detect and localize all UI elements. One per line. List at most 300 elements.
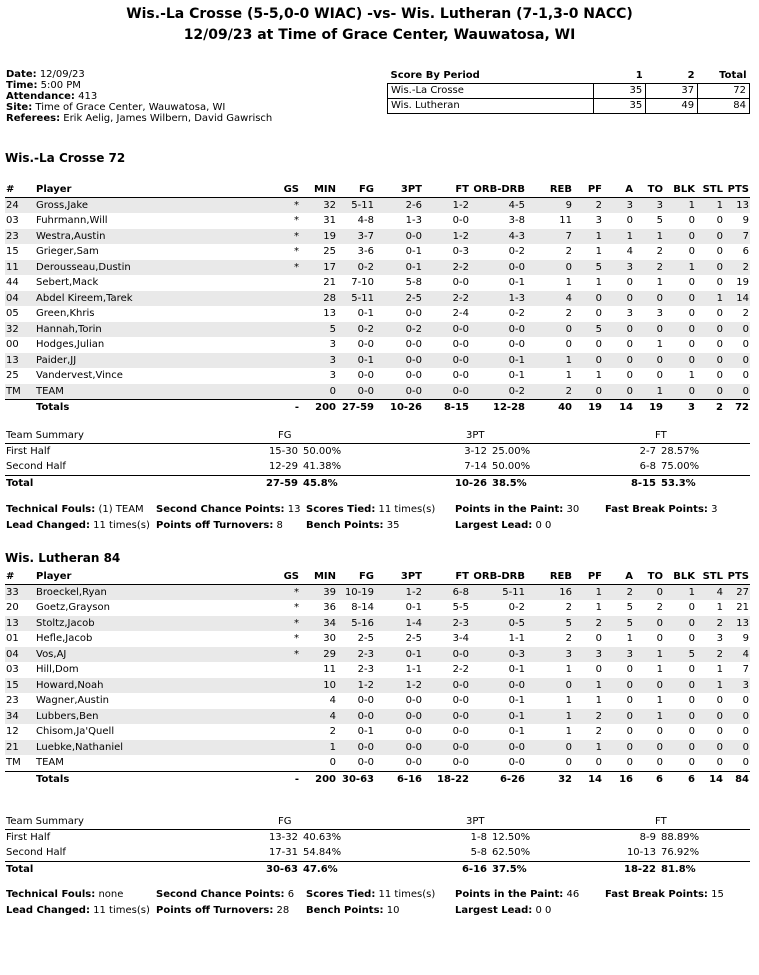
cell-rebounds-orb-drb: 0-5 xyxy=(508,617,525,629)
cell-turnovers: 3 xyxy=(656,308,663,319)
box-score-table xyxy=(5,569,750,786)
cell-number: 21 xyxy=(6,741,19,753)
cell-points: 7 xyxy=(742,230,749,242)
cell-fouls: 2 xyxy=(595,710,602,722)
cell-points: 2 xyxy=(742,308,749,319)
cell-turnovers: 3 xyxy=(656,199,663,211)
cell-blocks: 0 xyxy=(688,679,695,691)
cell-minutes: 25 xyxy=(323,246,336,257)
score-by-period-row xyxy=(388,98,750,113)
cell-rebounds: 1 xyxy=(565,695,572,706)
cell-three-pointers: 0-0 xyxy=(405,339,422,350)
score-team: Wis.-La Crosse xyxy=(388,83,594,98)
cell-fouls: 3 xyxy=(595,648,602,660)
cell-rebounds-orb-drb: 0-1 xyxy=(508,664,525,675)
totals-row xyxy=(5,399,750,415)
player-row xyxy=(5,693,750,709)
cell-steals: 0 xyxy=(716,385,723,397)
lead-changed xyxy=(6,520,150,531)
cell-rebounds: 0 xyxy=(565,323,572,335)
cell-three-pointers: 1-2 xyxy=(405,586,422,598)
total-blocks: 3 xyxy=(688,402,695,413)
cell-minutes: 11 xyxy=(323,664,336,675)
largest-lead xyxy=(455,905,551,916)
cell-free-throws: 0-0 xyxy=(452,385,469,397)
first-half-row xyxy=(5,830,750,846)
cell-turnovers: 0 xyxy=(656,726,663,737)
cell-turnovers: 2 xyxy=(656,246,663,257)
scores-tied-label: Scores Tied: xyxy=(306,889,376,900)
cell-games-started: * xyxy=(294,602,299,613)
three-pt-percentage: 37.5% xyxy=(492,863,527,875)
cell-free-throws: 0-0 xyxy=(452,339,469,350)
cell-points: 0 xyxy=(742,695,749,706)
cell-player-name: Hefle,Jacob xyxy=(36,633,93,644)
cell-rebounds: 0 xyxy=(565,261,572,273)
summary-row-label: Total xyxy=(6,477,34,489)
cell-points: 0 xyxy=(742,370,749,381)
fg-made-attempted: 13-32 xyxy=(268,831,298,843)
three-pt-header: 3PT xyxy=(466,816,485,827)
cell-blocks: 0 xyxy=(688,230,695,242)
total-player-name: Totals xyxy=(36,773,70,785)
cell-three-pointers: 0-0 xyxy=(405,370,422,381)
cell-blocks: 1 xyxy=(688,199,695,211)
cell-blocks: 0 xyxy=(688,246,695,257)
team-summary-label: Team Summary xyxy=(6,816,84,827)
cell-rebounds-orb-drb: 0-2 xyxy=(508,602,525,613)
cell-fouls: 0 xyxy=(595,664,602,675)
cell-minutes: 30 xyxy=(323,633,336,644)
ft-made-attempted: 6-8 xyxy=(639,461,656,472)
lead-changed-value: 11 times(s) xyxy=(93,904,150,916)
technical-fouls xyxy=(6,504,144,515)
period-total-header: Total xyxy=(698,68,750,83)
cell-number: 23 xyxy=(6,230,19,242)
fast-break-points-value: 3 xyxy=(711,504,718,515)
cell-player-name: Broeckel,Ryan xyxy=(36,586,107,598)
cell-points: 9 xyxy=(742,215,749,226)
cell-assists: 4 xyxy=(626,246,633,257)
cell-three-pointers: 0-0 xyxy=(405,726,422,737)
cell-rebounds-orb-drb: 0-0 xyxy=(508,261,525,273)
cell-free-throws: 0-0 xyxy=(452,726,469,737)
cell-steals: 1 xyxy=(716,292,723,304)
cell-fouls: 1 xyxy=(595,679,602,691)
cell-number: 03 xyxy=(6,664,19,675)
cell-steals: 1 xyxy=(716,602,723,613)
cell-field-goals: 2-3 xyxy=(357,648,374,660)
cell-blocks: 0 xyxy=(688,385,695,397)
cell-free-throws: 2-4 xyxy=(452,308,469,319)
cell-three-pointers: 0-1 xyxy=(405,602,422,613)
referees-line xyxy=(6,113,272,124)
player-row xyxy=(5,647,750,663)
cell-assists: 0 xyxy=(626,277,633,288)
summary-row-label: Total xyxy=(6,863,34,875)
cell-rebounds: 0 xyxy=(565,679,572,691)
col-header-rebounds: REB xyxy=(549,184,572,195)
cell-turnovers: 0 xyxy=(656,617,663,629)
col-header-three-pointers: 3PT xyxy=(400,184,422,195)
player-row xyxy=(5,213,750,229)
cell-three-pointers: 0-1 xyxy=(405,246,422,257)
cell-steals: 0 xyxy=(716,370,723,381)
second-chance-points-label: Second Chance Points: xyxy=(156,889,285,900)
cell-field-goals: 7-10 xyxy=(351,277,374,288)
cell-turnovers: 0 xyxy=(656,633,663,644)
points-in-paint xyxy=(455,504,579,515)
cell-three-pointers: 0-0 xyxy=(405,695,422,706)
cell-three-pointers: 0-0 xyxy=(405,385,422,397)
col-header-blocks: BLK xyxy=(673,571,695,582)
total-points: 84 xyxy=(735,773,749,785)
three-pt-percentage: 25.00% xyxy=(492,445,531,457)
cell-rebounds-orb-drb: 0-2 xyxy=(508,308,525,319)
total-free-throws: 8-15 xyxy=(443,402,469,413)
cell-games-started: * xyxy=(294,648,299,660)
lead-changed-label: Lead Changed: xyxy=(6,904,90,916)
total-turnovers: 19 xyxy=(649,402,663,413)
scores-tied xyxy=(306,504,435,515)
cell-steals: 0 xyxy=(716,215,723,226)
site-value: Time of Grace Center, Wauwatosa, WI xyxy=(35,102,226,113)
cell-fouls: 2 xyxy=(595,726,602,737)
cell-player-name: Gross,Jake xyxy=(36,199,89,211)
score-by-period-label: Score By Period xyxy=(388,68,594,83)
summary-row-label: Second Half xyxy=(6,461,66,472)
cell-assists: 0 xyxy=(626,215,633,226)
cell-number: 34 xyxy=(6,710,19,722)
cell-free-throws: 2-2 xyxy=(452,664,469,675)
cell-minutes: 4 xyxy=(329,695,336,706)
largest-lead-value: 0 0 xyxy=(535,519,552,531)
cell-games-started: * xyxy=(294,230,299,242)
cell-blocks: 0 xyxy=(688,726,695,737)
cell-number: 15 xyxy=(6,246,19,257)
score-p1: 35 xyxy=(594,98,646,113)
cell-turnovers: 0 xyxy=(656,679,663,691)
cell-rebounds: 2 xyxy=(565,602,572,613)
cell-assists: 0 xyxy=(626,339,633,350)
cell-rebounds-orb-drb: 0-0 xyxy=(508,323,525,335)
points-in-paint-value: 30 xyxy=(566,504,580,515)
second-chance-points-value: 13 xyxy=(287,504,301,515)
cell-number: 23 xyxy=(6,695,19,706)
ft-made-attempted: 2-7 xyxy=(639,445,656,457)
three-pt-percentage: 50.00% xyxy=(492,461,531,472)
second-half-row xyxy=(5,845,750,861)
team-heading: Wis.-La Crosse 72 xyxy=(5,151,126,165)
cell-rebounds-orb-drb: 0-1 xyxy=(508,726,525,737)
cell-player-name: Paider,JJ xyxy=(36,354,77,366)
cell-rebounds-orb-drb: 0-2 xyxy=(508,385,525,397)
cell-rebounds-orb-drb: 0-0 xyxy=(508,757,525,768)
score-by-period xyxy=(387,68,750,114)
total-fouls: 19 xyxy=(588,402,602,413)
total-player-name: Totals xyxy=(36,402,70,413)
ft-percentage: 76.92% xyxy=(661,847,700,858)
cell-points: 14 xyxy=(736,292,749,304)
cell-field-goals: 0-0 xyxy=(357,385,374,397)
cell-number: 11 xyxy=(6,261,19,273)
ft-percentage: 53.3% xyxy=(661,477,696,489)
cell-player-name: TEAM xyxy=(36,385,64,397)
cell-number: 32 xyxy=(6,323,19,335)
fast-break-points-label: Fast Break Points: xyxy=(605,889,708,900)
team-heading: Wis. Lutheran 84 xyxy=(5,551,121,565)
bench-points-label: Bench Points: xyxy=(306,904,384,916)
cell-steals: 0 xyxy=(716,261,723,273)
fg-percentage: 45.8% xyxy=(303,477,338,489)
points-in-paint-value: 46 xyxy=(566,889,580,900)
cell-minutes: 32 xyxy=(323,199,336,211)
three-pt-percentage: 12.50% xyxy=(492,831,531,843)
cell-fouls: 2 xyxy=(595,199,602,211)
ft-percentage: 88.89% xyxy=(661,831,700,843)
cell-player-name: Green,Khris xyxy=(36,308,95,319)
cell-free-throws: 0-0 xyxy=(452,370,469,381)
cell-rebounds: 9 xyxy=(565,199,572,211)
cell-blocks: 0 xyxy=(688,292,695,304)
summary-row-label: Second Half xyxy=(6,847,66,858)
cell-steals: 1 xyxy=(716,679,723,691)
total-blocks: 6 xyxy=(688,773,695,785)
cell-rebounds-orb-drb: 0-1 xyxy=(508,354,525,366)
cell-number: 01 xyxy=(6,633,19,644)
cell-games-started: * xyxy=(294,633,299,644)
col-header-points: PTS xyxy=(727,571,749,582)
cell-field-goals: 0-1 xyxy=(357,354,374,366)
site-line xyxy=(6,102,272,113)
score-p1: 35 xyxy=(594,83,646,98)
cell-field-goals: 5-11 xyxy=(351,292,374,304)
cell-points: 27 xyxy=(736,586,749,598)
cell-rebounds: 0 xyxy=(565,757,572,768)
cell-minutes: 4 xyxy=(329,710,336,722)
points-in-paint-label: Points in the Paint: xyxy=(455,889,564,900)
col-header-free-throws: FT xyxy=(455,571,469,582)
fast-break-points xyxy=(605,504,717,515)
period-2-header: 2 xyxy=(646,68,698,83)
cell-fouls: 5 xyxy=(595,261,602,273)
cell-steals: 0 xyxy=(716,246,723,257)
player-row xyxy=(5,322,750,338)
cell-fouls: 1 xyxy=(595,741,602,753)
cell-blocks: 0 xyxy=(688,757,695,768)
site-label: Site: xyxy=(6,102,33,113)
cell-assists: 0 xyxy=(626,370,633,381)
cell-minutes: 17 xyxy=(323,261,336,273)
team-summary xyxy=(5,814,750,876)
col-header-assists: A xyxy=(625,571,633,582)
box-score-header xyxy=(5,182,750,198)
cell-blocks: 0 xyxy=(688,602,695,613)
scores-tied-label: Scores Tied: xyxy=(306,504,376,515)
total-rebounds: 40 xyxy=(558,402,572,413)
cell-turnovers: 1 xyxy=(656,664,663,675)
cell-fouls: 3 xyxy=(595,215,602,226)
cell-minutes: 1 xyxy=(329,741,336,753)
cell-fouls: 2 xyxy=(595,617,602,629)
game-title: Wis.-La Crosse (5-5,0-0 WIAC) -vs- Wis. Lutheran (7-1,3-0 NACC) xyxy=(126,6,633,22)
total-minutes: 200 xyxy=(315,402,336,413)
largest-lead xyxy=(455,520,551,531)
cell-turnovers: 0 xyxy=(656,292,663,304)
cell-turnovers: 0 xyxy=(656,741,663,753)
fg-made-attempted: 15-30 xyxy=(268,445,298,457)
cell-three-pointers: 0-1 xyxy=(405,261,422,273)
player-row xyxy=(5,740,750,756)
col-header-number: # xyxy=(6,571,15,582)
cell-blocks: 1 xyxy=(688,261,695,273)
cell-steals: 0 xyxy=(716,339,723,350)
total-row xyxy=(5,861,750,877)
cell-field-goals: 10-19 xyxy=(344,586,374,598)
cell-games-started: * xyxy=(294,261,299,273)
cell-minutes: 13 xyxy=(323,308,336,319)
col-header-blocks: BLK xyxy=(673,184,695,195)
cell-assists: 3 xyxy=(626,308,633,319)
bench-points-value: 35 xyxy=(386,519,400,531)
player-row xyxy=(5,709,750,725)
cell-blocks: 1 xyxy=(688,370,695,381)
total-rebounds-orb-drb: 6-26 xyxy=(499,773,525,785)
cell-blocks: 0 xyxy=(688,633,695,644)
score-total: 84 xyxy=(698,98,750,113)
points-off-turnovers xyxy=(156,905,289,916)
cell-minutes: 21 xyxy=(323,277,336,288)
player-row xyxy=(5,275,750,291)
box-score-table xyxy=(5,182,750,415)
cell-points: 0 xyxy=(742,323,749,335)
ft-made-attempted: 10-13 xyxy=(626,847,656,858)
cell-free-throws: 5-5 xyxy=(452,602,469,613)
total-fouls: 14 xyxy=(588,773,602,785)
score-p2: 37 xyxy=(646,83,698,98)
cell-games-started: * xyxy=(294,199,299,211)
cell-three-pointers: 0-1 xyxy=(405,648,422,660)
cell-assists: 5 xyxy=(626,617,633,629)
referees-value: Erik Aelig, James Wilbern, David Gawrisch xyxy=(63,113,273,124)
points-off-turnovers-value: 8 xyxy=(276,519,283,531)
total-field-goals: 30-63 xyxy=(342,773,374,785)
team-summary xyxy=(5,428,750,490)
cell-fouls: 0 xyxy=(595,633,602,644)
cell-field-goals: 0-0 xyxy=(357,741,374,753)
cell-turnovers: 0 xyxy=(656,323,663,335)
three-pt-made-attempted: 5-8 xyxy=(470,847,487,858)
cell-fouls: 0 xyxy=(595,385,602,397)
second-chance-points-value: 6 xyxy=(287,889,295,900)
lead-changed-value: 11 times(s) xyxy=(93,519,150,531)
cell-number: 12 xyxy=(6,726,19,737)
cell-rebounds: 11 xyxy=(559,215,572,226)
cell-turnovers: 1 xyxy=(656,230,663,242)
cell-points: 19 xyxy=(736,277,749,288)
cell-three-pointers: 1-1 xyxy=(405,664,422,675)
cell-fouls: 1 xyxy=(595,230,602,242)
cell-player-name: TEAM xyxy=(36,757,64,768)
player-row xyxy=(5,616,750,632)
fg-percentage: 40.63% xyxy=(303,831,342,843)
col-header-rebounds-orb-drb: ORB-DRB xyxy=(473,571,525,582)
cell-field-goals: 3-6 xyxy=(357,246,374,257)
cell-free-throws: 0-0 xyxy=(452,215,469,226)
cell-minutes: 0 xyxy=(329,385,336,397)
total-minutes: 200 xyxy=(315,773,336,785)
col-header-assists: A xyxy=(625,184,633,195)
misc-stats-row xyxy=(5,520,750,536)
cell-free-throws: 2-3 xyxy=(452,617,469,629)
technical-fouls xyxy=(6,889,123,900)
cell-fouls: 1 xyxy=(595,602,602,613)
cell-steals: 2 xyxy=(716,617,723,629)
total-three-pointers: 6-16 xyxy=(396,773,422,785)
fg-made-attempted: 30-63 xyxy=(266,863,298,875)
second-chance-points xyxy=(156,889,294,900)
cell-points: 4 xyxy=(742,648,749,660)
cell-turnovers: 2 xyxy=(656,602,663,613)
cell-minutes: 5 xyxy=(329,323,336,335)
cell-rebounds-orb-drb: 0-0 xyxy=(508,339,525,350)
cell-three-pointers: 0-0 xyxy=(405,741,422,753)
cell-number: 05 xyxy=(6,308,19,319)
cell-turnovers: 1 xyxy=(656,339,663,350)
cell-free-throws: 0-0 xyxy=(452,710,469,722)
cell-points: 0 xyxy=(742,741,749,753)
total-points: 72 xyxy=(735,402,749,413)
cell-fouls: 1 xyxy=(595,246,602,257)
player-row xyxy=(5,306,750,322)
col-header-field-goals: FG xyxy=(358,571,374,582)
total-turnovers: 6 xyxy=(656,773,663,785)
points-off-turnovers-label: Points off Turnovers: xyxy=(156,904,274,916)
cell-points: 0 xyxy=(742,757,749,768)
cell-points: 0 xyxy=(742,385,749,397)
cell-rebounds-orb-drb: 1-3 xyxy=(508,292,525,304)
cell-games-started: * xyxy=(294,246,299,257)
cell-player-name: Vandervest,Vince xyxy=(36,370,123,381)
cell-field-goals: 5-11 xyxy=(351,199,374,211)
cell-assists: 2 xyxy=(626,586,633,598)
col-header-number: # xyxy=(6,184,15,195)
cell-assists: 3 xyxy=(626,648,633,660)
cell-field-goals: 0-1 xyxy=(357,726,374,737)
cell-player-name: Stoltz,Jacob xyxy=(36,617,95,629)
cell-steals: 2 xyxy=(716,648,723,660)
ft-percentage: 81.8% xyxy=(661,863,696,875)
cell-fouls: 0 xyxy=(595,308,602,319)
total-steals: 2 xyxy=(716,402,723,413)
fg-header: FG xyxy=(278,430,292,441)
cell-rebounds-orb-drb: 5-11 xyxy=(502,586,525,598)
cell-assists: 5 xyxy=(626,602,633,613)
cell-rebounds-orb-drb: 0-1 xyxy=(508,695,525,706)
fg-percentage: 54.84% xyxy=(303,847,342,858)
cell-minutes: 0 xyxy=(329,757,336,768)
cell-steals: 0 xyxy=(716,230,723,242)
cell-steals: 0 xyxy=(716,308,723,319)
player-row xyxy=(5,600,750,616)
attendance-value: 413 xyxy=(78,91,98,102)
cell-rebounds-orb-drb: 3-8 xyxy=(508,215,525,226)
cell-points: 0 xyxy=(742,710,749,722)
ft-made-attempted: 8-9 xyxy=(639,831,656,843)
technical-fouls-value: (1) TEAM xyxy=(98,504,144,515)
cell-blocks: 0 xyxy=(688,323,695,335)
cell-rebounds-orb-drb: 0-1 xyxy=(508,277,525,288)
